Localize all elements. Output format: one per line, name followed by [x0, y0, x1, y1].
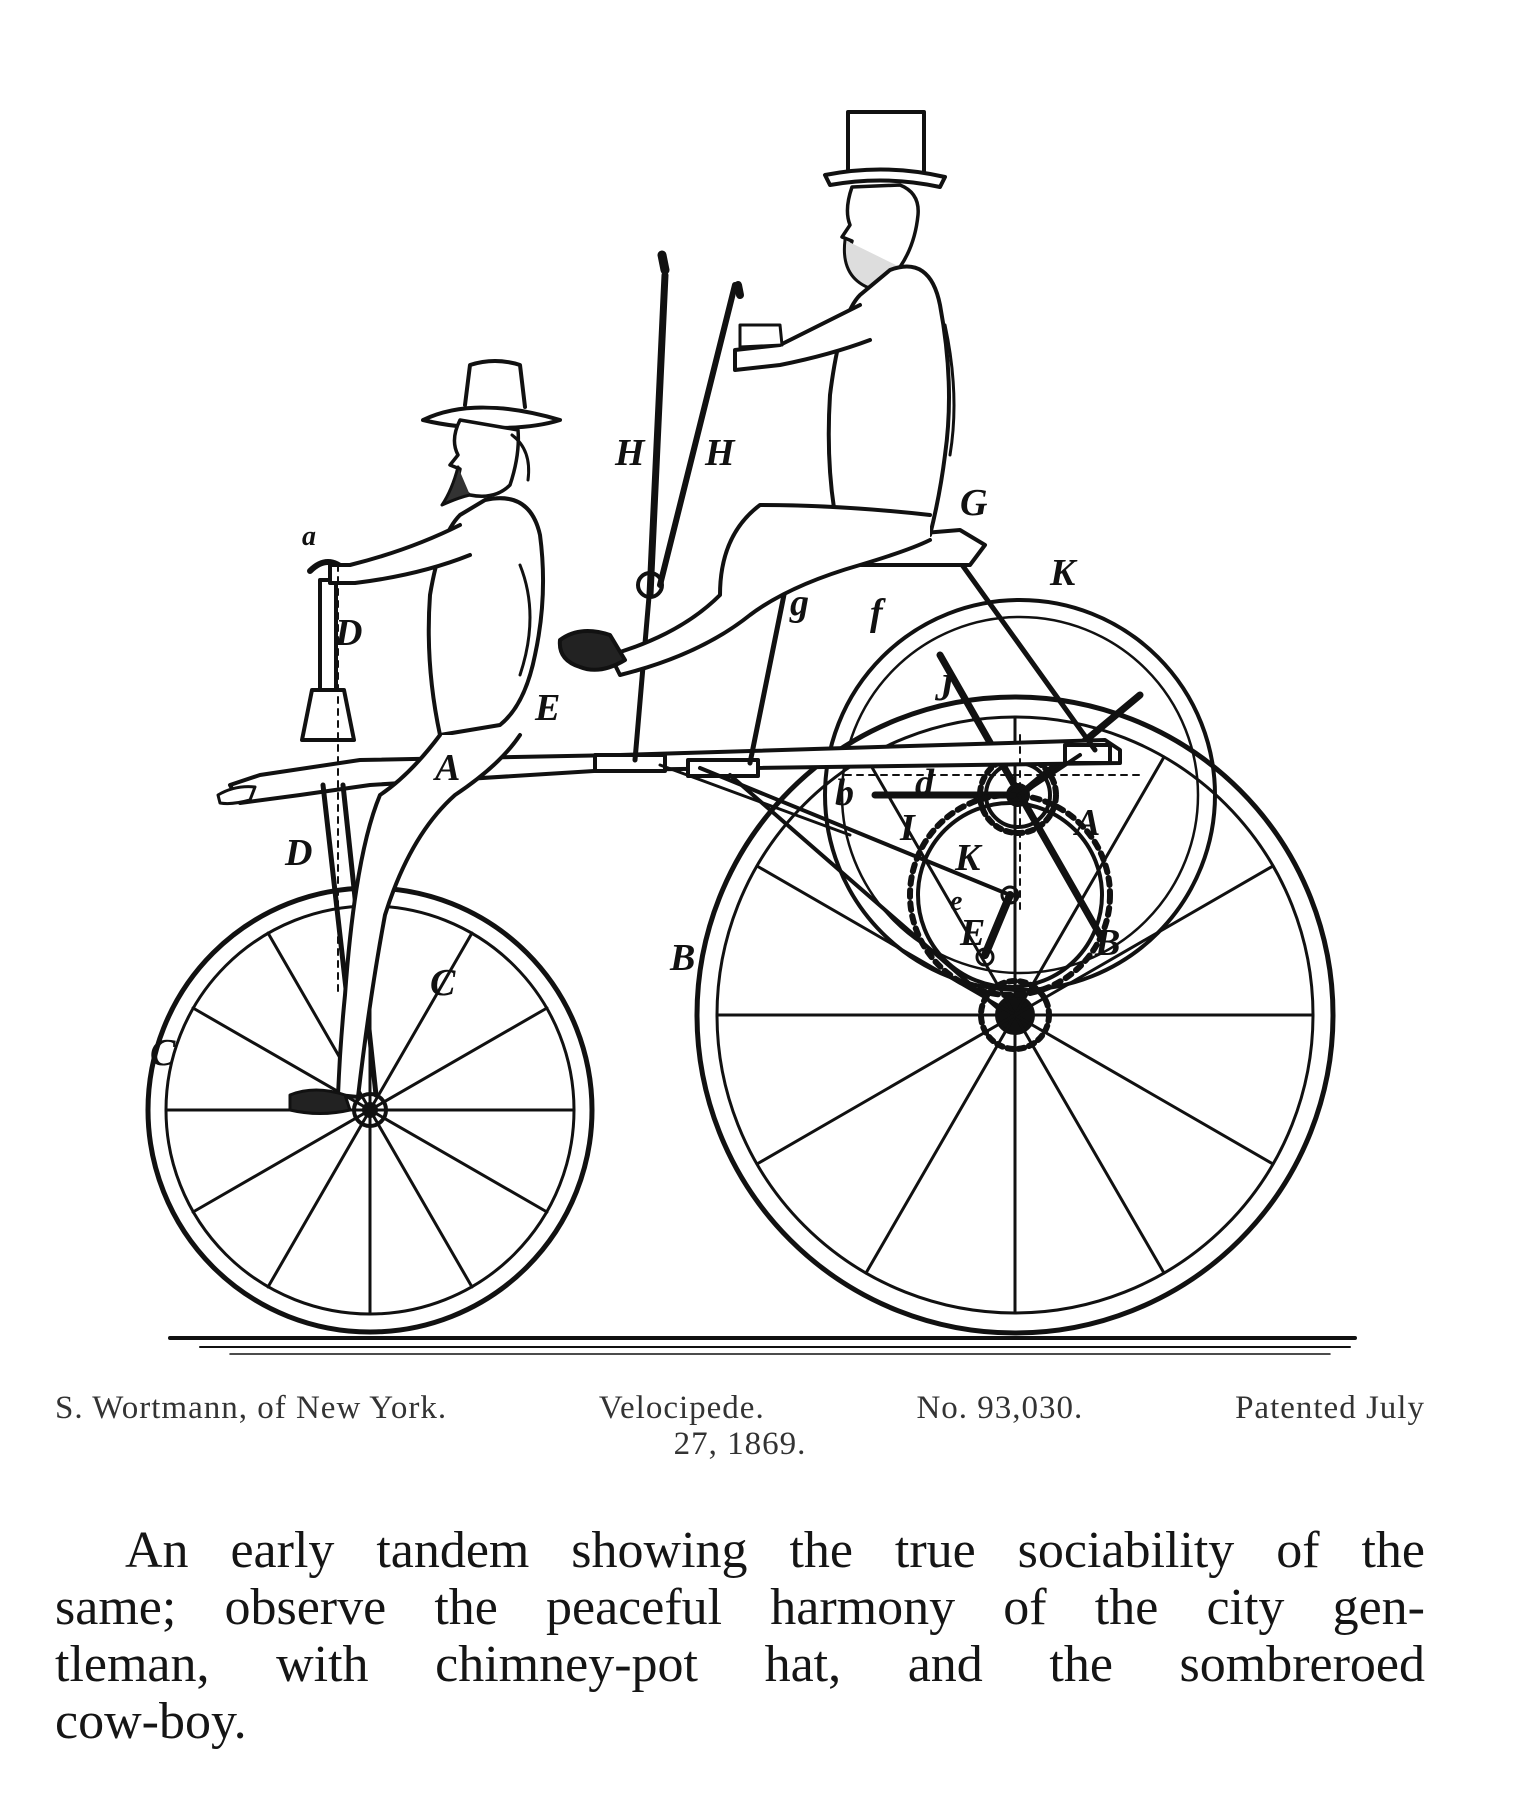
label-d-upper: D — [335, 612, 363, 654]
figure-caption — [55, 1390, 1425, 1462]
label-d-small: d — [915, 762, 934, 804]
label-e-upper: E — [535, 687, 561, 729]
velocipede-illustration — [140, 95, 1360, 1355]
label-d-lower: D — [285, 832, 313, 874]
label-e-lower: E — [960, 912, 986, 954]
label-k-top: K — [1050, 552, 1076, 594]
label-j: J — [935, 667, 954, 709]
description-line: same; observe the peaceful harmony of the city gen- — [55, 1579, 1425, 1636]
label-g: G — [960, 482, 988, 524]
label-c-inner: C — [430, 962, 456, 1004]
description-line: An early tandem showing the true sociability of the — [125, 1522, 1425, 1579]
description-paragraph — [55, 1522, 1425, 1750]
label-i: I — [900, 807, 915, 849]
label-h-left: H — [615, 432, 645, 474]
label-h-right: H — [705, 432, 735, 474]
label-g-small: g — [790, 582, 809, 624]
gentleman-rider — [560, 112, 954, 675]
velocipede-drawing — [140, 95, 1360, 1355]
caption-line-1 — [55, 1390, 1425, 1426]
label-a-small: a — [302, 521, 316, 552]
label-c-outer: C — [150, 1032, 176, 1074]
ground-lines — [170, 1338, 1355, 1354]
caption-title: Velocipede. — [598, 1390, 765, 1426]
caption-inventor: S. Wortmann, of New York. — [55, 1390, 448, 1426]
front-ornament — [218, 787, 255, 804]
label-b-right: B — [1095, 922, 1121, 964]
label-b-left: B — [670, 937, 696, 979]
label-b-small: b — [835, 772, 854, 814]
description-line: tleman, with chimney-pot hat, and the sombreroed — [55, 1636, 1425, 1693]
label-f: f — [870, 592, 883, 634]
label-k-lower: K — [955, 837, 981, 879]
description-line: cow-boy. — [55, 1693, 247, 1750]
caption-patented: Patented July — [1235, 1390, 1425, 1426]
caption-date: 27, 1869. — [673, 1426, 807, 1462]
label-a-left: A — [435, 747, 461, 789]
hand-levers — [635, 255, 740, 760]
label-a-right: A — [1075, 802, 1101, 844]
label-e-small: e — [950, 886, 963, 917]
caption-patent-number: No. 93,030. — [916, 1390, 1084, 1426]
